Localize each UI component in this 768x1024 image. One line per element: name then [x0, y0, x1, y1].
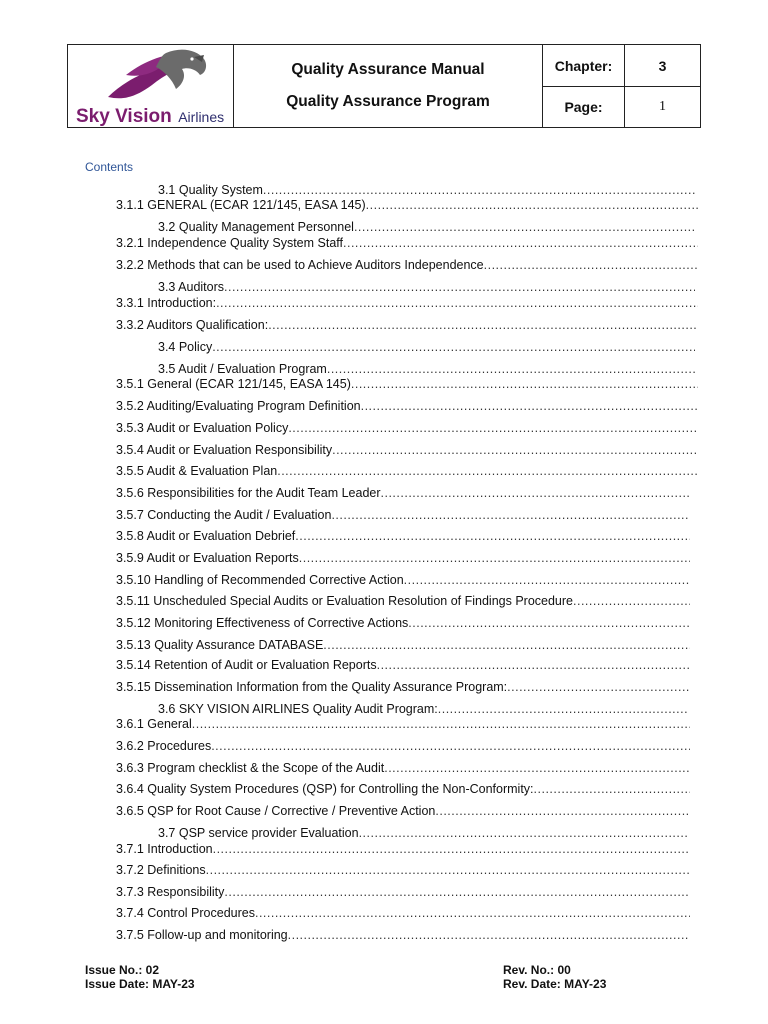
toc-leader-dots	[384, 761, 690, 775]
toc-leader-dots	[507, 680, 690, 694]
toc-entry[interactable]	[116, 443, 698, 459]
toc-entry-title: 3.3.2 Auditors Qualification:	[116, 318, 269, 332]
toc-entry-title: 3.5.11 Unscheduled Special Audits or Evaluation Resolution of Findings Procedure	[116, 594, 573, 608]
toc-leader-dots	[534, 782, 690, 796]
toc-entry[interactable]	[158, 280, 695, 296]
toc-leader-dots	[343, 236, 698, 250]
toc-entry[interactable]	[116, 804, 690, 820]
toc-leader-dots	[216, 296, 698, 310]
toc-entry-title: 3.6.4 Quality System Procedures (QSP) for Controlling the Non-Conformity:	[116, 782, 534, 796]
toc-entry[interactable]	[116, 739, 690, 755]
manual-title-block	[234, 45, 543, 127]
toc-leader-dots	[211, 739, 690, 753]
toc-entry-title: 3.6.2 Procedures	[116, 739, 212, 753]
chapter-label: Chapter:	[543, 45, 625, 87]
toc-entry[interactable]	[158, 340, 695, 356]
toc-leader-dots	[277, 464, 698, 478]
toc-entry-title: 3.7.3 Responsibility	[116, 885, 225, 899]
revision-number: Rev. No.: 00	[503, 963, 571, 977]
toc-leader-dots	[573, 594, 690, 608]
toc-entry[interactable]	[116, 236, 698, 252]
toc-leader-dots	[351, 377, 698, 391]
toc-entry[interactable]	[116, 464, 698, 480]
toc-entry[interactable]	[116, 680, 690, 696]
toc-entry[interactable]	[116, 529, 690, 545]
toc-entry[interactable]	[116, 508, 690, 524]
page-label: Page:	[543, 87, 625, 127]
toc-entry-title: 3.7.1 Introduction	[116, 842, 213, 856]
toc-entry[interactable]	[116, 551, 690, 567]
toc-entry[interactable]	[116, 842, 690, 858]
toc-entry-title: 3.1.1 GENERAL (ECAR 121/145, EASA 145)	[116, 198, 366, 212]
toc-entry[interactable]	[116, 573, 690, 589]
toc-leader-dots	[331, 508, 690, 522]
toc-leader-dots	[288, 928, 690, 942]
toc-entry-title: 3.5.4 Audit or Evaluation Responsibility	[116, 443, 333, 457]
toc-entry[interactable]	[116, 486, 690, 502]
toc-entry[interactable]	[158, 183, 697, 199]
toc-leader-dots	[295, 529, 690, 543]
program-title: Quality Assurance Program	[286, 93, 490, 110]
issue-date: Issue Date: MAY-23	[85, 977, 195, 991]
toc-leader-dots	[438, 702, 688, 716]
toc-entry-title: 3.7.4 Control Procedures	[116, 906, 255, 920]
toc-leader-dots	[408, 616, 690, 630]
toc-entry[interactable]	[116, 863, 690, 879]
toc-leader-dots	[263, 183, 697, 197]
toc-entry-title: 3.5.8 Audit or Evaluation Debrief	[116, 529, 296, 543]
toc-entry-title: 3.2.1 Independence Quality System Staff	[116, 236, 343, 250]
toc-entry-title: 3.5.13 Quality Assurance DATABASE	[116, 638, 324, 652]
toc-entry[interactable]	[116, 782, 690, 798]
toc-entry-title: 3.7 QSP service provider Evaluation	[158, 826, 359, 840]
toc-entry-title: 3.5.15 Dissemination Information from the Quality Assurance Program:	[116, 680, 508, 694]
document-header	[67, 44, 701, 128]
issue-number: Issue No.: 02	[85, 963, 160, 977]
toc-entry[interactable]	[116, 296, 698, 312]
toc-leader-dots	[213, 842, 690, 856]
logo-brand-main: Sky Vision	[76, 106, 172, 127]
toc-entry[interactable]	[116, 658, 690, 674]
toc-entry[interactable]	[116, 616, 690, 632]
toc-leader-dots	[354, 220, 696, 234]
chapter-value: 3	[625, 45, 700, 87]
toc-entry-title: 3.4 Policy	[158, 340, 213, 354]
toc-leader-dots	[299, 551, 690, 565]
toc-leader-dots	[288, 421, 698, 435]
logo-wordmark	[76, 106, 224, 128]
toc-entry-title: 3.6.3 Program checklist & the Scope of the Audit	[116, 761, 385, 775]
toc-entry[interactable]	[116, 906, 690, 922]
toc-leader-dots	[361, 399, 698, 413]
toc-entry[interactable]	[116, 717, 690, 733]
toc-entry[interactable]	[116, 594, 690, 610]
toc-entry-title: 3.5.3 Audit or Evaluation Policy	[116, 421, 289, 435]
toc-leader-dots	[366, 198, 698, 212]
toc-entry-title: 3.7.2 Definitions	[116, 863, 206, 877]
toc-entry-title: 3.5.6 Responsibilities for the Audit Team Leader	[116, 486, 381, 500]
toc-leader-dots	[268, 318, 698, 332]
toc-leader-dots	[327, 362, 695, 376]
toc-entry[interactable]	[116, 318, 698, 334]
toc-leader-dots	[224, 885, 690, 899]
toc-entry-title: 3.5.14 Retention of Audit or Evaluation Reports	[116, 658, 377, 672]
toc-entry-title: 3.5.5 Audit & Evaluation Plan	[116, 464, 278, 478]
toc-leader-dots	[212, 340, 695, 354]
footer-revision	[503, 963, 606, 991]
toc-leader-dots	[323, 638, 690, 652]
toc-entry[interactable]	[116, 399, 698, 415]
toc-entry[interactable]	[116, 928, 690, 944]
toc-entry[interactable]	[116, 761, 690, 777]
toc-entry-title: 3.5.9 Audit or Evaluation Reports	[116, 551, 299, 565]
toc-entry-title: 3.3 Auditors	[158, 280, 225, 294]
toc-entry[interactable]	[116, 377, 698, 393]
toc-entry-title: 3.2 Quality Management Personnel	[158, 220, 354, 234]
logo	[68, 45, 234, 127]
manual-title: Quality Assurance Manual	[291, 61, 485, 78]
toc-entry[interactable]	[158, 220, 696, 236]
toc-entry[interactable]	[158, 826, 688, 842]
toc-entry-title: 3.5.12 Monitoring Effectiveness of Corrective Actions	[116, 616, 409, 630]
toc-leader-dots	[359, 826, 688, 840]
toc-entry[interactable]	[158, 702, 688, 718]
toc-leader-dots	[404, 573, 690, 587]
toc-entry[interactable]	[116, 421, 698, 437]
toc-leader-dots	[435, 804, 690, 818]
toc-entry-title: 3.6 SKY VISION AIRLINES Quality Audit Program:	[158, 702, 438, 716]
revision-date: Rev. Date: MAY-23	[503, 977, 607, 991]
toc-leader-dots	[332, 443, 698, 457]
contents-heading: Contents	[85, 160, 134, 174]
footer-issue	[85, 963, 195, 991]
toc-entry[interactable]	[116, 198, 698, 214]
toc-entry-title: 3.5.10 Handling of Recommended Corrective Action	[116, 573, 404, 587]
toc-leader-dots	[381, 486, 690, 500]
toc-entry-title: 3.1 Quality System	[158, 183, 263, 197]
toc-entry-title: 3.3.1 Introduction:	[116, 296, 217, 310]
toc-entry-title: 3.5.1 General (ECAR 121/145, EASA 145)	[116, 377, 351, 391]
logo-brand-sub: Airlines	[178, 109, 225, 125]
toc-leader-dots	[192, 717, 690, 731]
toc-entry[interactable]	[116, 258, 698, 274]
toc-entry-title: 3.7.5 Follow-up and monitoring	[116, 928, 288, 942]
toc-leader-dots	[255, 906, 690, 920]
toc-leader-dots	[206, 863, 690, 877]
toc-entry[interactable]	[116, 885, 690, 901]
toc-entry-title: 3.5.2 Auditing/Evaluating Program Definition	[116, 399, 361, 413]
toc-leader-dots	[224, 280, 695, 294]
toc-entry-title: 3.6.1 General	[116, 717, 192, 731]
toc-leader-dots	[377, 658, 690, 672]
toc-entry-title: 3.5.7 Conducting the Audit / Evaluation	[116, 508, 332, 522]
toc-entry[interactable]	[158, 362, 695, 378]
toc-entry[interactable]	[116, 638, 690, 654]
toc-entry-title: 3.5 Audit / Evaluation Program	[158, 362, 327, 376]
page-value: 1	[659, 99, 666, 114]
toc-leader-dots	[484, 258, 698, 272]
toc-entry-title: 3.2.2 Methods that can be used to Achieve Auditors Independence	[116, 258, 484, 272]
toc-entry-title: 3.6.5 QSP for Root Cause / Corrective / Preventive Action	[116, 804, 436, 818]
